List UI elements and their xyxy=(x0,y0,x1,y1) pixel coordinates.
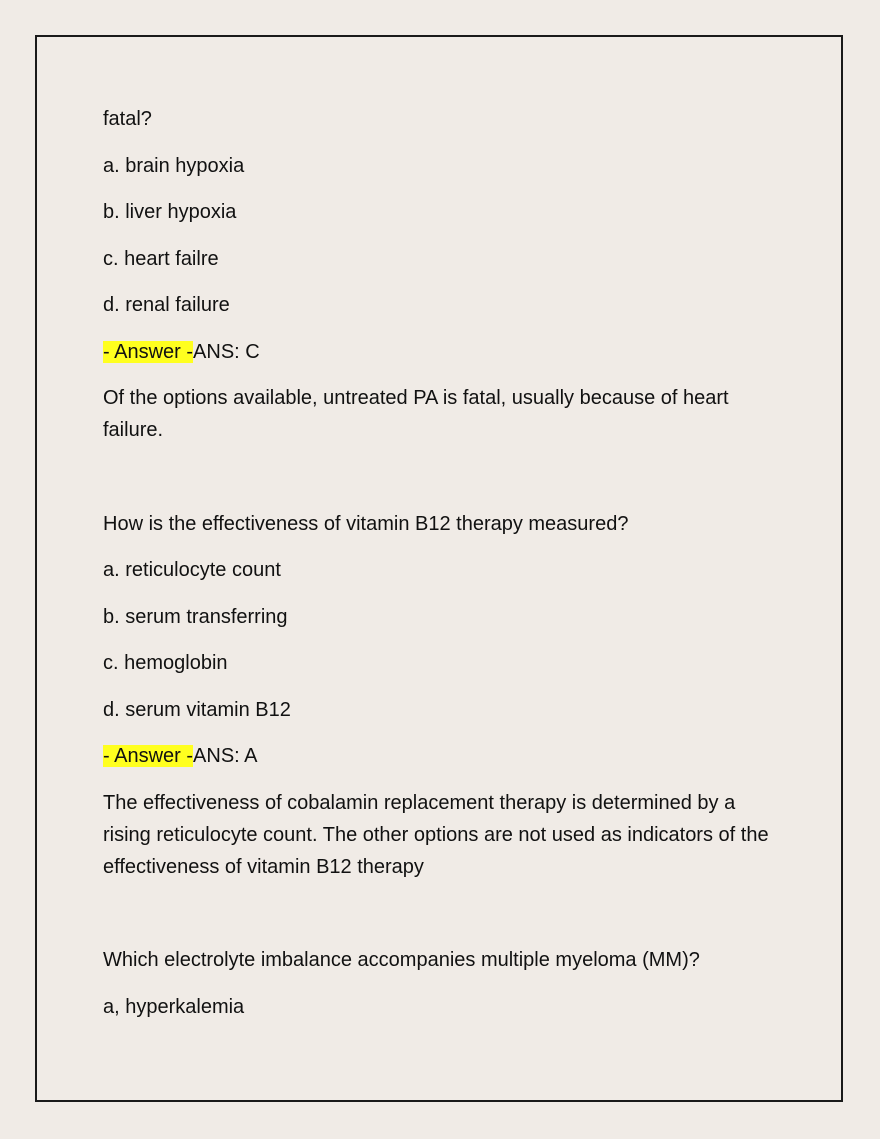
option-c: c. heart failre xyxy=(103,247,219,270)
rationale: Of the options available, untreated PA is fatal, usually because of heart failure. xyxy=(103,387,729,441)
question-1 xyxy=(103,103,783,446)
question-text: fatal? xyxy=(103,108,152,130)
option-b: b. liver hypoxia xyxy=(103,201,237,223)
answer-line xyxy=(103,336,783,368)
answer-value: ANS: A xyxy=(193,745,258,767)
spacer xyxy=(103,461,783,508)
question-text: How is the effectiveness of vitamin B12 therapy measured? xyxy=(103,512,629,535)
question-text: Which electrolyte imbalance accompanies multiple myeloma (MM)? xyxy=(103,949,700,971)
option-b: b. serum transferring xyxy=(103,605,288,628)
document-content xyxy=(103,103,783,1037)
option-a: a. reticulocyte count xyxy=(103,559,281,581)
option-a: a, hyperkalemia xyxy=(103,995,245,1018)
answer-line xyxy=(103,740,783,772)
option-c: c. hemoglobin xyxy=(103,652,228,674)
question-2 xyxy=(103,508,783,883)
spacer xyxy=(103,897,783,944)
option-d: d. serum vitamin B12 xyxy=(103,698,291,721)
rationale: The effectiveness of cobalamin replacement therapy is determined by a rising reticulocyte count. The other options are not used as indicators of the effectiveness of vitamin B12 therapy xyxy=(103,791,769,878)
answer-value: ANS: C xyxy=(193,340,260,363)
option-a: a. brain hypoxia xyxy=(103,154,245,177)
answer-highlight: - Answer - xyxy=(103,340,194,363)
answer-highlight: - Answer - xyxy=(103,745,194,767)
question-3 xyxy=(103,944,783,1023)
option-d: d. renal failure xyxy=(103,294,230,316)
